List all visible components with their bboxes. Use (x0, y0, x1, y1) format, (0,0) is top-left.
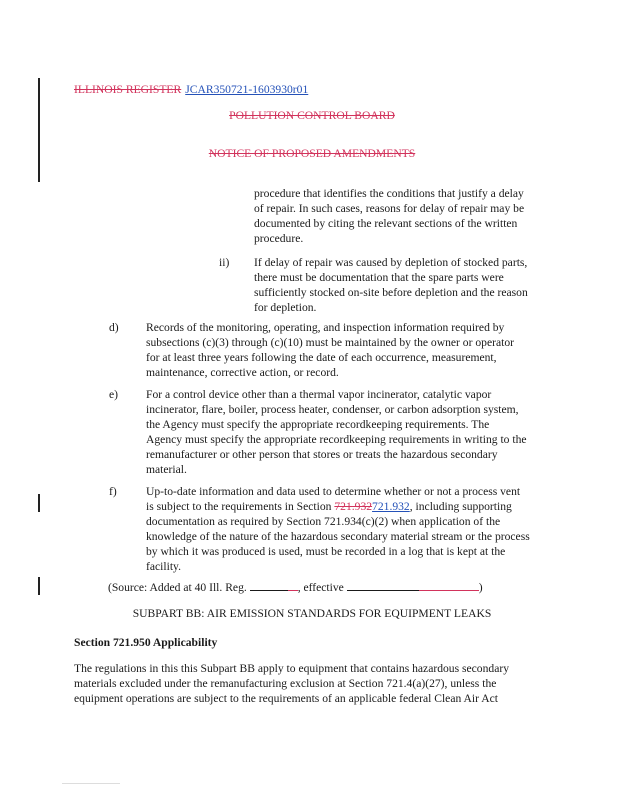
section-body (74, 661, 509, 706)
inserted-section-ref: 721.932 (372, 500, 410, 513)
text-line: material. (146, 463, 187, 476)
text-line: The regulations in this this Subpart BB apply to equipment that contains hazardous secondary (74, 662, 510, 675)
board-name: POLLUTION CONTROL BOARD (229, 109, 395, 122)
text-line: Agency must specify the appropriate recordkeeping requirements in writing to the (146, 433, 527, 446)
effective-date-blank-inserted (419, 579, 479, 591)
text-line: knowledge of the nature of the hazardous secondary material stream or the process (146, 530, 530, 543)
text-line: subsections (c)(3) through (c)(10) must be maintained by the owner or operator (146, 336, 514, 349)
text-line: the Agency must specify the appropriate recordkeeping requirements. The (146, 418, 490, 431)
text-line: maintenance, corrective action, or record. (146, 366, 339, 379)
section-heading: Section 721.950 Applicability (74, 636, 218, 649)
change-bar-top (38, 78, 40, 182)
register-header (74, 82, 308, 97)
item-d-marker: d) (109, 321, 119, 334)
text-line: by which it was produced is used, must be recorded in a log that is kept at the (146, 545, 506, 558)
text-line: there must be documentation that the spare parts were (254, 271, 504, 284)
item-f-text (146, 484, 530, 574)
text-line: documentation as required by Section 721.934(c)(2) when application of the (146, 515, 501, 528)
item-e-text (146, 387, 527, 477)
deleted-blank (288, 579, 298, 591)
register-blank (250, 579, 288, 591)
change-bar-source (38, 577, 40, 595)
jcar-reference: JCAR350721-1603930r01 (185, 83, 309, 96)
text-line: incinerator, flare, boiler, process heater, condenser, or carbon adsorption system, (146, 403, 519, 416)
item-ii-marker: ii) (219, 256, 230, 269)
text-line: materials excluded under the remanufacturing exclusion at Section 721.4(a)(27), unless the (74, 677, 497, 690)
text-line: for at least three years following the date of each occurrence, measurement, (146, 351, 497, 364)
deleted-section-ref: 721.932 (334, 500, 373, 513)
source-note: (Source: Added at 40 Ill. Reg. , effective ) (108, 581, 483, 594)
text-line-with-revision: is subject to the requirements in Section 721.932721.932, including supporting (146, 500, 512, 513)
effective-date-blank (347, 579, 419, 591)
text-line: For a control device other than a thermal vapor incinerator, catalytic vapor (146, 388, 492, 401)
text-line: If delay of repair was caused by depletion of stocked parts, (254, 256, 528, 269)
text-line: sufficiently stocked on-site before depletion and the reason (254, 286, 528, 299)
change-bar-item-f (38, 494, 40, 512)
text-line: for depletion. (254, 301, 317, 314)
text-line: procedure that identifies the conditions that justify a delay (254, 187, 524, 200)
text-line: Up-to-date information and data used to determine whether or not a process vent (146, 485, 521, 498)
text-line: equipment operations are subject to the requirements of an applicable federal Clean Air Act (74, 692, 498, 705)
text-line: remanufacturer or other person that stores or treats the hazardous secondary (146, 448, 498, 461)
item-e-marker: e) (109, 388, 119, 401)
item-f-marker: f) (109, 485, 117, 498)
text-line: procedure. (254, 232, 304, 245)
footer-rule (62, 783, 120, 784)
text-line: Records of the monitoring, operating, and inspection information required by (146, 321, 505, 334)
text-line: facility. (146, 560, 181, 573)
register-title: ILLINOIS REGISTER (74, 83, 182, 96)
item-ii-text (254, 255, 528, 315)
text-line: documented by citing the relevant sections of the written (254, 217, 518, 230)
text-line: of repair. In such cases, reasons for delay of repair may be (254, 202, 525, 215)
subpart-heading: SUBPART BB: AIR EMISSION STANDARDS FOR EQUIPMENT LEAKS (132, 607, 492, 620)
continued-paragraph (254, 186, 524, 246)
item-d-text (146, 320, 514, 380)
notice-title: NOTICE OF PROPOSED AMENDMENTS (208, 147, 416, 160)
